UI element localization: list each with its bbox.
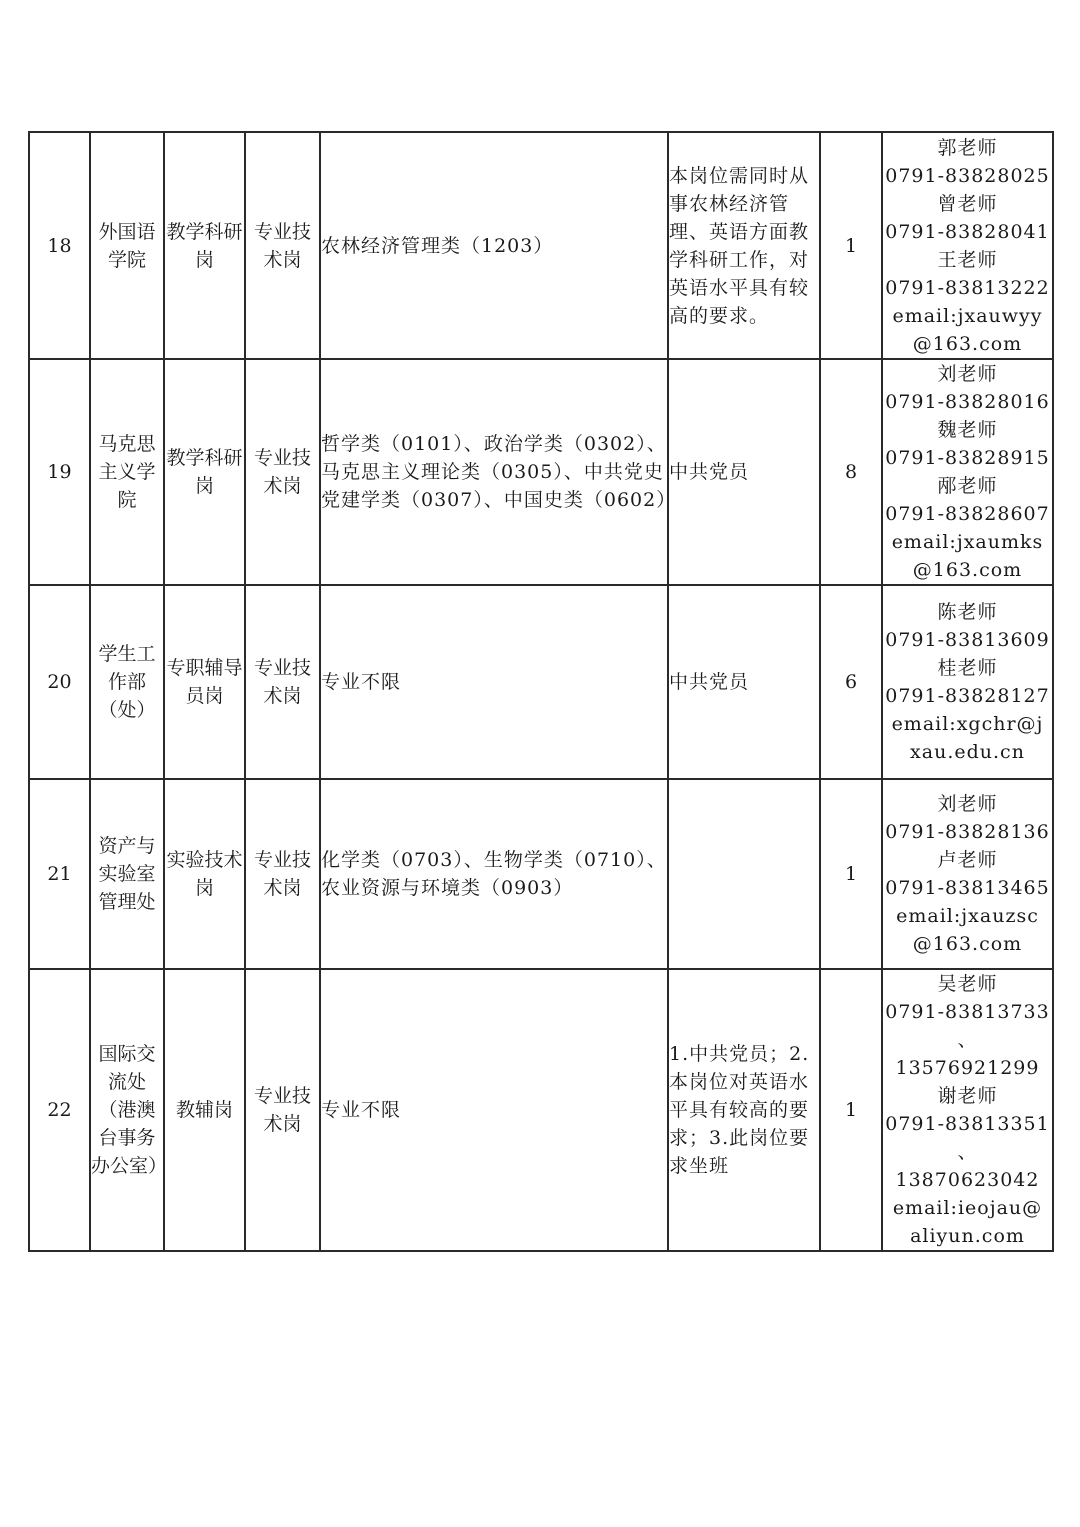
post-type-text: 教学科研岗: [166, 447, 243, 497]
contact-line: @163.com: [912, 559, 1023, 581]
contact-line: 0791-83828041: [885, 220, 1050, 243]
department-text: 外国语学院: [98, 220, 156, 271]
post-category-cell: [245, 585, 320, 779]
contact-line: 邴老师: [937, 475, 998, 497]
contact-line: 13870623042: [895, 1169, 1040, 1191]
contact-line: 0791-83828136: [885, 821, 1050, 843]
row-number: 18: [29, 132, 90, 359]
contact-line: 、: [957, 1029, 978, 1051]
contact-line: 0791-83813733: [885, 1001, 1050, 1023]
major-requirement-cell: 专业不限: [320, 585, 668, 779]
contact-line: 0791-83813351: [885, 1113, 1050, 1135]
contact-line: 0791-83828016: [885, 391, 1050, 413]
major-requirement-cell: 专业不限: [320, 969, 668, 1251]
contact-line: 0791-83813465: [885, 877, 1050, 899]
post-type-cell: [164, 969, 245, 1251]
major-requirement-cell: 农林经济管理类（1203）: [320, 132, 668, 359]
contact-cell: [882, 132, 1053, 359]
contact-line: 魏老师: [937, 419, 998, 441]
contact-line: email:ieojau@: [892, 1197, 1043, 1219]
table-row: [29, 969, 1053, 1251]
contact-line: @163.com: [912, 933, 1023, 955]
other-requirements-cell: 中共党员: [668, 359, 820, 585]
contact-line: 曾老师: [937, 192, 998, 215]
table-row: [29, 359, 1053, 585]
row-number: 19: [29, 359, 90, 585]
contact-cell: [882, 779, 1053, 969]
recruitment-table: [28, 131, 1054, 1252]
contact-line: 0791-83828607: [885, 503, 1050, 525]
headcount-cell: 1: [820, 969, 882, 1251]
contact-line: 王老师: [937, 248, 998, 271]
contact-line: 0791-83813222: [885, 276, 1050, 299]
headcount-cell: 6: [820, 585, 882, 779]
post-type-text: 专职辅导员岗: [166, 657, 243, 707]
other-requirements-cell: 本岗位需同时从事农林经济管理、英语方面教学科研工作，对英语水平具有较高的要求。: [668, 132, 820, 359]
contact-line: 0791-83828025: [885, 164, 1050, 187]
contact-line: 0791-83828915: [885, 447, 1050, 469]
post-category-text: 专业技术岗: [253, 220, 311, 271]
department-cell: [90, 585, 164, 779]
department-cell: [90, 779, 164, 969]
post-type-cell: [164, 779, 245, 969]
contact-line: email:jxauzsc: [896, 905, 1039, 927]
table-row: [29, 132, 1053, 359]
headcount-cell: 1: [820, 132, 882, 359]
department-cell: [90, 359, 164, 585]
department-text: 国际交流处（港澳台事务办公室）: [91, 1043, 168, 1177]
contact-line: 郭老师: [937, 136, 998, 159]
contact-line: 13576921299: [895, 1057, 1040, 1079]
contact-line: email:jxaumks: [891, 531, 1044, 553]
headcount-cell: 8: [820, 359, 882, 585]
major-requirement-cell: 哲学类（0101）、政治学类（0302）、马克思主义理论类（0305）、中共党史党建学类（0307）、中国史类（0602）: [320, 359, 668, 585]
contact-cell: [882, 969, 1053, 1251]
post-type-cell: [164, 132, 245, 359]
contact-line: email:jxauwyy: [892, 304, 1043, 327]
contact-line: 谢老师: [937, 1085, 998, 1107]
contact-line: @163.com: [912, 332, 1023, 355]
contact-line: xau.edu.cn: [910, 741, 1025, 763]
contact-line: aliyun.com: [910, 1225, 1025, 1247]
contact-cell: [882, 585, 1053, 779]
row-number: 21: [29, 779, 90, 969]
contact-line: 刘老师: [937, 793, 998, 815]
contact-line: 卢老师: [937, 849, 998, 871]
post-type-cell: [164, 359, 245, 585]
contact-line: 陈老师: [937, 601, 998, 623]
post-type-text: 实验技术岗: [166, 849, 243, 899]
department-cell: [90, 969, 168, 1251]
post-category-text: 专业技术岗: [253, 657, 311, 707]
post-category-text: 专业技术岗: [253, 447, 311, 497]
post-type-cell: [164, 585, 245, 779]
post-category-text: 专业技术岗: [253, 1085, 311, 1135]
post-category-cell: [245, 779, 320, 969]
contact-line: email:xgchr@j: [891, 713, 1044, 735]
contact-line: 0791-83813609: [885, 629, 1050, 651]
other-requirements-cell: 中共党员: [668, 585, 820, 779]
major-requirement-cell: 化学类（0703）、生物学类（0710）、农业资源与环境类（0903）: [320, 779, 668, 969]
row-number: 20: [29, 585, 90, 779]
contact-line: 、: [957, 1141, 978, 1163]
contact-cell: [882, 359, 1053, 585]
contact-line: 刘老师: [937, 363, 998, 385]
post-type-text: 教学科研岗: [166, 220, 243, 271]
contact-line: 吴老师: [937, 973, 998, 995]
contact-line: 桂老师: [937, 657, 998, 679]
post-category-text: 专业技术岗: [253, 849, 311, 899]
headcount-cell: 1: [820, 779, 882, 969]
department-text: 学生工作部（处）: [98, 643, 156, 721]
department-text: 资产与实验室管理处: [98, 835, 156, 913]
post-category-cell: [245, 359, 320, 585]
other-requirements-cell: 1.中共党员；2.本岗位对英语水平具有较高的要求；3.此岗位要求坐班: [668, 969, 820, 1251]
table-row: [29, 585, 1053, 779]
table-row: [29, 779, 1053, 969]
contact-line: 0791-83828127: [885, 685, 1050, 707]
post-type-text: 教辅岗: [175, 1099, 233, 1121]
other-requirements-cell: [668, 779, 820, 969]
row-number: 22: [29, 969, 90, 1251]
department-cell: [90, 132, 164, 359]
post-category-cell: [245, 969, 320, 1251]
post-category-cell: [245, 132, 320, 359]
department-text: 马克思主义学院: [98, 433, 156, 511]
